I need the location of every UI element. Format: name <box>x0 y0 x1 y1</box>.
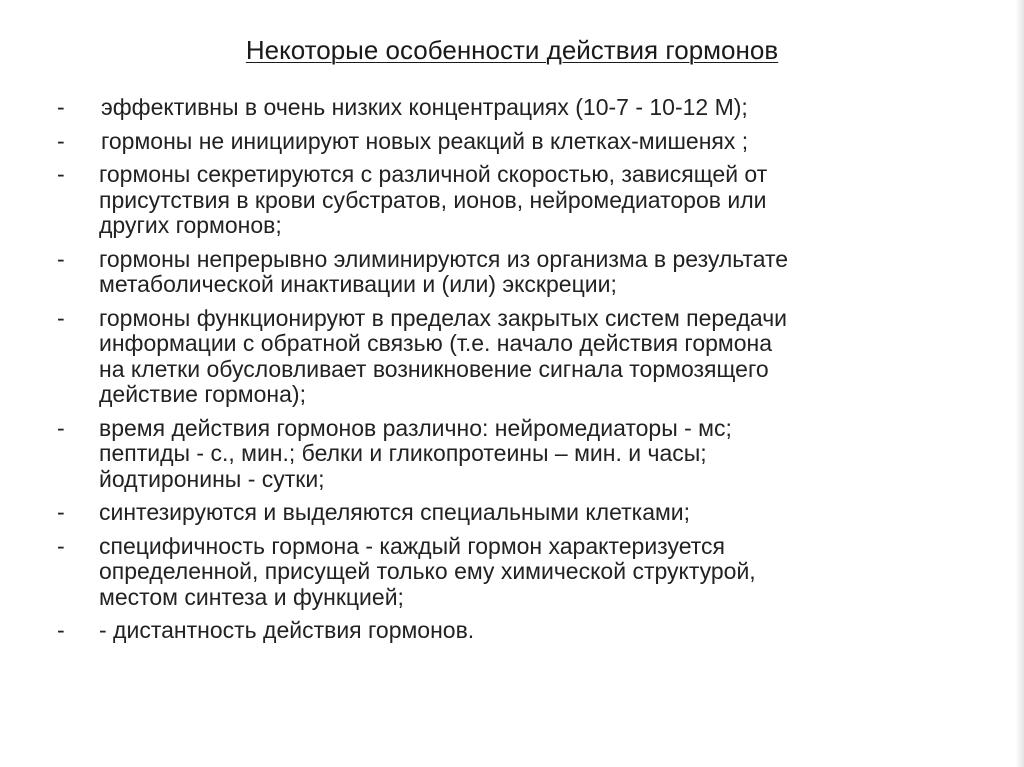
bullet-dash: - <box>57 127 65 154</box>
list-item-line: информации с обратной связью (т.е. начало действия гормона <box>99 330 772 356</box>
list-item <box>57 95 977 121</box>
list-item-line: на клетки обусловливает возникновение сигнала тормозящего <box>99 355 769 382</box>
list-item <box>57 618 977 644</box>
list-item-line: специфичность гормона - каждый гормон характеризуется <box>99 532 725 559</box>
slide-title: Некоторые особенности действия гормонов <box>245 35 779 65</box>
list-item-line: действие гормона); <box>99 381 306 407</box>
list-item-line: гормоны непрерывно элиминируются из организма в результате <box>99 245 789 272</box>
list-item-line: - дистантность действия гормонов. <box>99 617 475 643</box>
list-item-line: йодтиронины - сутки; <box>99 465 325 492</box>
list-item-line: эффективны в очень низких концентрациях (10-7 - 10-12 М); <box>101 94 748 120</box>
slide-edge-shadow <box>1015 0 1024 767</box>
bullet-list <box>57 95 977 652</box>
list-item <box>57 534 977 611</box>
bullet-dash: - <box>57 617 65 643</box>
bullet-dash: - <box>57 499 65 525</box>
list-item-line: гормоны секретируются с различной скоростью, зависящей от <box>99 161 768 187</box>
bullet-dash: - <box>57 245 65 272</box>
list-item-line: пептиды - с., мин.; белки и гликопротеины – мин. и часы; <box>99 440 707 466</box>
list-item <box>57 416 977 493</box>
list-item <box>57 500 977 526</box>
bullet-dash: - <box>57 414 65 441</box>
list-item-line: синтезируются и выделяются специальными клетками; <box>99 499 691 525</box>
list-item-line: гормоны не инициируют новых реакций в клетках-мишенях ; <box>101 127 749 154</box>
bullet-dash: - <box>57 161 65 187</box>
list-item-line: время действия гормонов различно: нейромедиаторы - мс; <box>99 414 732 441</box>
list-item-line: гормоны функционируют в пределах закрытых систем передачи <box>99 304 788 331</box>
list-item-line: присутствия в крови субстратов, ионов, нейромедиаторов или <box>99 186 767 213</box>
list-item <box>57 162 977 239</box>
list-item <box>57 247 977 298</box>
list-item-line: местом синтеза и функцией; <box>99 583 404 610</box>
bullet-dash: - <box>57 94 65 120</box>
list-item-line: других гормонов; <box>99 212 282 238</box>
list-item-line: метаболической инактивации и (или) экскреции; <box>99 271 617 297</box>
bullet-dash: - <box>57 304 65 331</box>
bullet-dash: - <box>57 532 65 559</box>
list-item <box>57 306 977 408</box>
list-item <box>57 129 977 155</box>
list-item-line: определенной, присущей только ему химической структурой, <box>99 558 756 584</box>
